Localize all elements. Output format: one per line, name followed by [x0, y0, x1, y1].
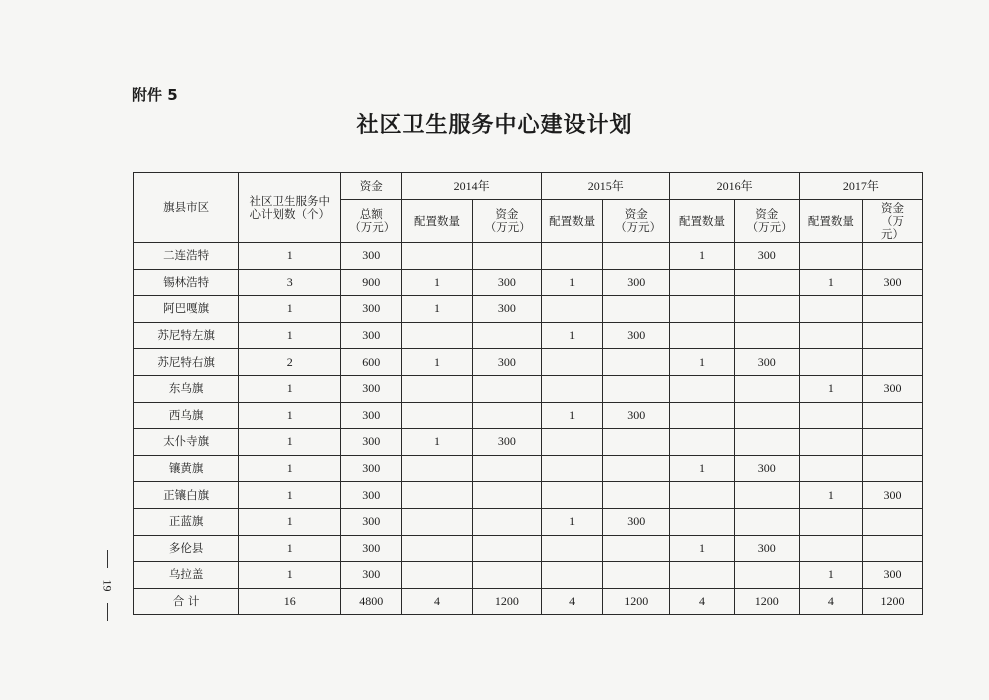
cell-2015-count [542, 562, 603, 589]
cell-total: 300 [341, 562, 402, 589]
cell-2017-funds [862, 455, 922, 482]
cell-2017-count [799, 243, 862, 270]
cell-2017-funds: 300 [862, 269, 922, 296]
cell-2014-funds [472, 535, 541, 562]
cell-2014-count: 1 [402, 269, 472, 296]
cell-2014-count [402, 455, 472, 482]
cell-2016-funds: 300 [734, 349, 799, 376]
cell-count: 2 [239, 349, 341, 376]
cell-2016-count [670, 508, 734, 535]
cell-2014-count [402, 375, 472, 402]
cell-2015-count: 1 [542, 322, 603, 349]
cell-total: 300 [341, 322, 402, 349]
cell-2015-funds [603, 482, 670, 509]
cell-2015-count: 1 [542, 508, 603, 535]
cell-2015-count [542, 296, 603, 323]
header-year-2016: 2016年 [670, 173, 799, 200]
page-title: 社区卫生服务中心建设计划 [356, 113, 633, 138]
cell-count: 3 [239, 269, 341, 296]
cell-2016-funds [734, 429, 799, 456]
cell-2017-count [799, 455, 862, 482]
cell-2015-count [542, 243, 603, 270]
cell-2014-count [402, 535, 472, 562]
cell-2017-funds: 300 [862, 562, 922, 589]
cell-count: 16 [239, 588, 341, 615]
cell-region: 多伦县 [134, 535, 239, 562]
cell-2014-funds [472, 482, 541, 509]
cell-2016-count [670, 402, 734, 429]
cell-2016-funds: 300 [734, 455, 799, 482]
cell-2017-funds [862, 322, 922, 349]
cell-2016-funds [734, 508, 799, 535]
header-plan-count: 社区卫生服务中心计划数（个） [239, 173, 341, 243]
cell-2017-count: 4 [799, 588, 862, 615]
cell-2016-count [670, 322, 734, 349]
cell-2015-funds [603, 349, 670, 376]
cell-2015-funds [603, 455, 670, 482]
cell-total: 300 [341, 482, 402, 509]
cell-2017-funds: 1200 [862, 588, 922, 615]
cell-2016-count [670, 296, 734, 323]
cell-total: 600 [341, 349, 402, 376]
header-funds: 资金（万元） [472, 200, 541, 243]
page-number-dash [107, 550, 108, 568]
cell-2017-count [799, 508, 862, 535]
table-row [134, 243, 923, 270]
table-row [134, 375, 923, 402]
cell-total: 300 [341, 535, 402, 562]
page-number [97, 550, 117, 640]
cell-region: 乌拉盖 [134, 562, 239, 589]
cell-2016-funds [734, 375, 799, 402]
cell-2015-count: 1 [542, 269, 603, 296]
table-row [134, 535, 923, 562]
cell-count: 1 [239, 429, 341, 456]
cell-region: 二连浩特 [134, 243, 239, 270]
cell-2016-count [670, 375, 734, 402]
cell-total: 300 [341, 429, 402, 456]
cell-2016-funds: 300 [734, 243, 799, 270]
cell-region: 锡林浩特 [134, 269, 239, 296]
cell-total: 900 [341, 269, 402, 296]
cell-2014-funds [472, 402, 541, 429]
cell-2017-count [799, 429, 862, 456]
construction-plan-table [133, 172, 923, 615]
cell-2015-funds [603, 296, 670, 323]
cell-2014-count [402, 402, 472, 429]
cell-total: 300 [341, 296, 402, 323]
table-row [134, 562, 923, 589]
cell-2015-funds [603, 535, 670, 562]
header-year-2015: 2015年 [542, 173, 670, 200]
cell-2015-count [542, 455, 603, 482]
cell-count: 1 [239, 375, 341, 402]
cell-total: 300 [341, 402, 402, 429]
cell-2015-count [542, 482, 603, 509]
header-config-count: 配置数量 [799, 200, 862, 243]
cell-2014-count [402, 562, 472, 589]
cell-2017-funds: 300 [862, 375, 922, 402]
cell-count: 1 [239, 508, 341, 535]
cell-2015-funds: 300 [603, 269, 670, 296]
cell-2014-count: 1 [402, 296, 472, 323]
header-config-count: 配置数量 [670, 200, 734, 243]
table-row [134, 455, 923, 482]
cell-2014-count [402, 322, 472, 349]
cell-2017-count: 1 [799, 482, 862, 509]
cell-2015-count [542, 375, 603, 402]
cell-2017-count: 1 [799, 269, 862, 296]
cell-2014-funds [472, 322, 541, 349]
cell-region: 苏尼特左旗 [134, 322, 239, 349]
page-number-text: 19 [100, 579, 115, 592]
cell-total: 4800 [341, 588, 402, 615]
cell-2017-count [799, 535, 862, 562]
cell-region: 西乌旗 [134, 402, 239, 429]
cell-count: 1 [239, 535, 341, 562]
cell-total: 300 [341, 455, 402, 482]
header-year-2017: 2017年 [799, 173, 922, 200]
cell-2016-count: 1 [670, 243, 734, 270]
cell-2015-count [542, 535, 603, 562]
cell-2014-funds: 300 [472, 269, 541, 296]
cell-2017-count [799, 402, 862, 429]
cell-count: 1 [239, 402, 341, 429]
cell-region: 正镶白旗 [134, 482, 239, 509]
cell-total: 300 [341, 508, 402, 535]
cell-2016-count: 1 [670, 349, 734, 376]
cell-2016-funds [734, 562, 799, 589]
cell-2014-count: 4 [402, 588, 472, 615]
cell-total: 300 [341, 243, 402, 270]
cell-count: 1 [239, 243, 341, 270]
cell-2016-funds [734, 402, 799, 429]
cell-region: 合 计 [134, 588, 239, 615]
cell-2015-count [542, 349, 603, 376]
cell-2016-funds [734, 482, 799, 509]
cell-2017-funds [862, 402, 922, 429]
cell-2014-funds [472, 375, 541, 402]
table-row [134, 269, 923, 296]
table-row [134, 482, 923, 509]
table-row [134, 508, 923, 535]
header-funds: 资金（万元） [603, 200, 670, 243]
cell-2017-count: 1 [799, 562, 862, 589]
cell-2015-funds: 1200 [603, 588, 670, 615]
table-row [134, 349, 923, 376]
cell-2016-count [670, 562, 734, 589]
cell-2016-count: 1 [670, 535, 734, 562]
table-row [134, 402, 923, 429]
cell-2015-funds: 300 [603, 402, 670, 429]
cell-2015-funds [603, 429, 670, 456]
cell-region: 正蓝旗 [134, 508, 239, 535]
table-row [134, 322, 923, 349]
cell-2016-funds: 300 [734, 535, 799, 562]
cell-2016-funds [734, 322, 799, 349]
cell-2014-funds: 300 [472, 429, 541, 456]
cell-2016-funds [734, 269, 799, 296]
cell-2014-funds [472, 508, 541, 535]
cell-2015-funds: 300 [603, 322, 670, 349]
page-number-dash [107, 603, 108, 621]
cell-count: 1 [239, 455, 341, 482]
cell-2017-funds [862, 349, 922, 376]
cell-region: 镶黄旗 [134, 455, 239, 482]
table-body [134, 243, 923, 615]
cell-2016-count [670, 269, 734, 296]
cell-region: 太仆寺旗 [134, 429, 239, 456]
header-funds: 资金（万元） [734, 200, 799, 243]
cell-2014-funds [472, 243, 541, 270]
header-region: 旗县市区 [134, 173, 239, 243]
cell-2017-count [799, 322, 862, 349]
cell-2016-count [670, 482, 734, 509]
header-funds: 资金（万元） [862, 200, 922, 243]
table-row [134, 296, 923, 323]
cell-2017-funds [862, 296, 922, 323]
cell-2015-count: 1 [542, 402, 603, 429]
header-total: 总额（万元） [341, 200, 402, 243]
cell-2017-count: 1 [799, 375, 862, 402]
header-funds-group: 资金 [341, 173, 402, 200]
cell-2014-funds [472, 455, 541, 482]
cell-2017-count [799, 349, 862, 376]
cell-2017-funds [862, 429, 922, 456]
cell-2016-count: 1 [670, 455, 734, 482]
cell-2015-count: 4 [542, 588, 603, 615]
cell-2014-count: 1 [402, 349, 472, 376]
cell-2016-count [670, 429, 734, 456]
cell-count: 1 [239, 562, 341, 589]
cell-count: 1 [239, 322, 341, 349]
cell-2017-funds: 300 [862, 482, 922, 509]
cell-2015-funds: 300 [603, 508, 670, 535]
cell-2014-count [402, 482, 472, 509]
table-row [134, 429, 923, 456]
attachment-label: 附件 5 [132, 86, 178, 104]
cell-region: 苏尼特右旗 [134, 349, 239, 376]
cell-region: 阿巴嘎旗 [134, 296, 239, 323]
cell-2016-count: 4 [670, 588, 734, 615]
cell-2016-funds: 1200 [734, 588, 799, 615]
cell-2015-funds [603, 243, 670, 270]
cell-count: 1 [239, 482, 341, 509]
header-config-count: 配置数量 [402, 200, 472, 243]
cell-2014-funds: 1200 [472, 588, 541, 615]
cell-2014-funds: 300 [472, 349, 541, 376]
cell-count: 1 [239, 296, 341, 323]
cell-2014-funds [472, 562, 541, 589]
total-row [134, 588, 923, 615]
cell-2014-funds: 300 [472, 296, 541, 323]
cell-2014-count [402, 243, 472, 270]
cell-2014-count [402, 508, 472, 535]
cell-region: 东乌旗 [134, 375, 239, 402]
cell-2017-funds [862, 243, 922, 270]
cell-total: 300 [341, 375, 402, 402]
cell-2017-funds [862, 535, 922, 562]
cell-2017-funds [862, 508, 922, 535]
cell-2015-count [542, 429, 603, 456]
cell-2016-funds [734, 296, 799, 323]
cell-2015-funds [603, 562, 670, 589]
cell-2014-count: 1 [402, 429, 472, 456]
cell-2015-funds [603, 375, 670, 402]
cell-2017-count [799, 296, 862, 323]
header-year-2014: 2014年 [402, 173, 542, 200]
header-config-count: 配置数量 [542, 200, 603, 243]
